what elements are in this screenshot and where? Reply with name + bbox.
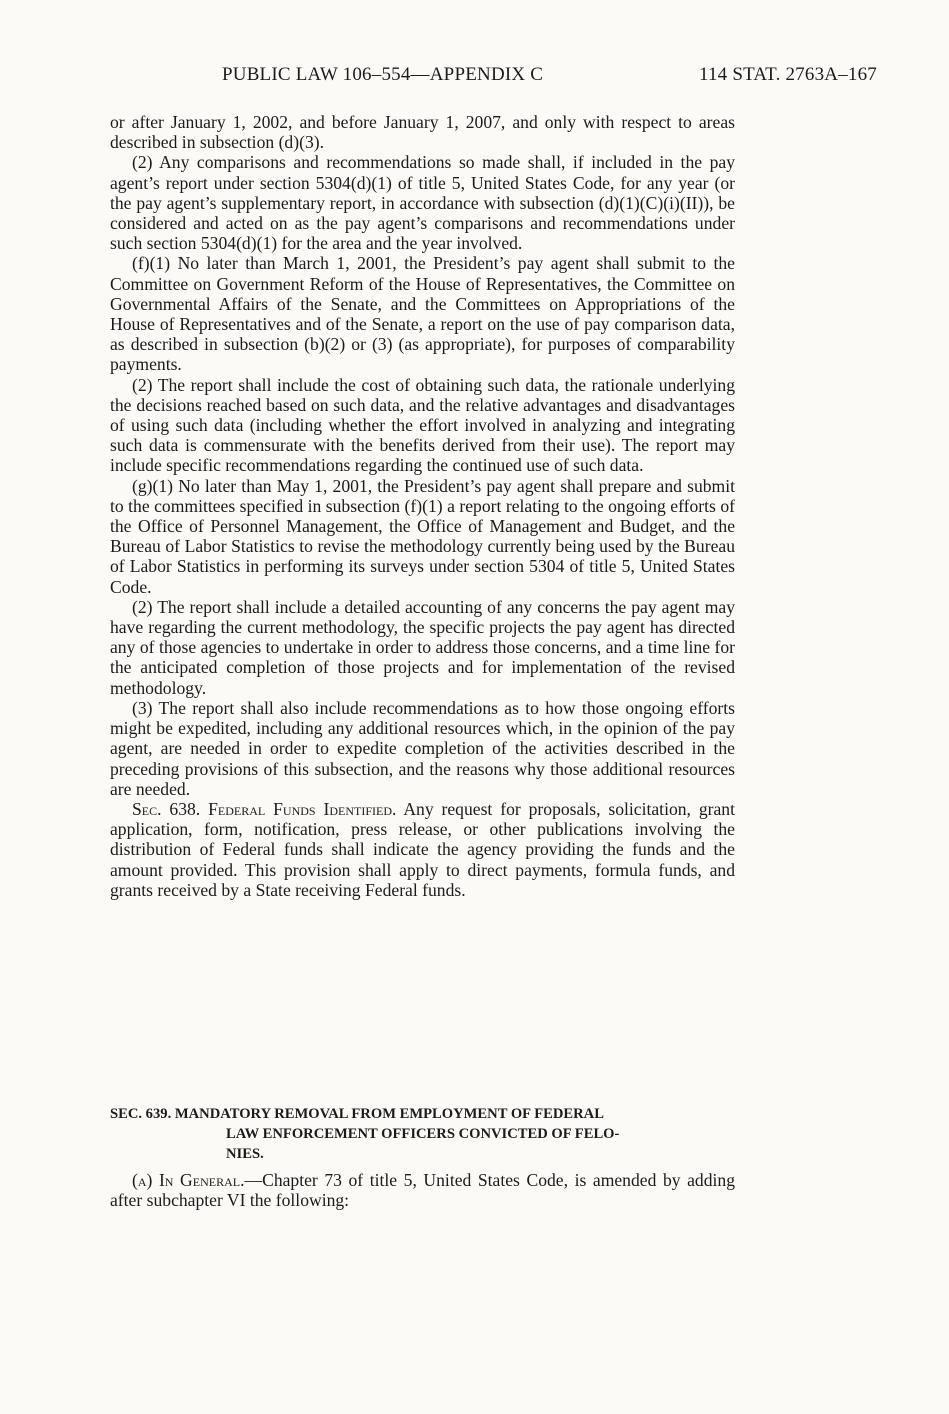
header-law-title: PUBLIC LAW 106–554—APPENDIX C (222, 64, 544, 85)
section-639-body (110, 1170, 735, 1210)
running-header (222, 64, 877, 86)
body-text (110, 112, 735, 900)
section-638-label: Sec. 638. Federal Funds Identified. (132, 798, 397, 819)
paragraph-f2: (2) The report shall include the cost of obtaining such data, the rationale underlying the decisions reached based on such data, and the relative advantages and disadvantages of using such data (including whether the effort involved in analyzing and integrating such data is commensurate with the benefits derived from their use). The report may include specific recommendations regarding the continued use of such data. (110, 374, 735, 476)
section-639-heading-line1: SEC. 639. MANDATORY REMOVAL FROM EMPLOYMENT OF FEDERAL (110, 1106, 604, 1122)
subsection-a-label: (a) In General. (132, 1170, 245, 1190)
subsection-a-text: —Chapter 73 of title 5, United States Code, is amended by adding after subchapter VI the following: (110, 1170, 735, 1211)
paragraph-e2: (2) Any comparisons and recommendations so made shall, if included in the pay agent’s report under section 5304(d)(1) of title 5, United States Code, for any year (or the pay agent’s supplementary report, in accordance with subsection (d)(1)(C)(i)(II)), be considered and acted on as the pay agent’s comparisons and recommendations under such section 5304(d)(1) for the area and the year involved. (110, 152, 735, 254)
paragraph-g2: (2) The report shall include a detailed accounting of any concerns the pay agent may have regarding the current methodology, the specific projects the pay agent has directed any of those agencies to undertake in order to address those concerns, and a time line for the anticipated completion of those projects and for implementation of the revised methodology. (110, 596, 735, 698)
section-639-heading (110, 1104, 735, 1164)
section-638 (110, 799, 735, 900)
section-638-text: Any request for proposals, solicitation, grant application, form, notification, press release, or other publications involving the distribution of Federal funds shall indicate the agency providing the funds and the amount provided. This provision shall apply to direct payments, formula funds, and grants received by a State receiving Federal funds. (110, 798, 735, 900)
paragraph-g1: (g)(1) No later than May 1, 2001, the President’s pay agent shall prepare and submit to the committees specified in subsection (f)(1) a report relating to the ongoing efforts of the Office of Personnel Management, the Office of Management and Budget, and the Bureau of Labor Statistics to revise the methodology currently being used by the Bureau of Labor Statistics in performing its surveys under section 5304 of title 5, United States Code. (110, 475, 735, 597)
paragraph-g3: (3) The report shall also include recommendations as to how those ongoing efforts might be expedited, including any additional resources which, in the opinion of the pay agent, are needed in order to expedite completion of the activities described in the preceding provisions of this subsection, and the reasons why those additional resources are needed. (110, 697, 735, 799)
header-page-citation: 114 STAT. 2763A–167 (698, 64, 877, 85)
subsection-a (110, 1170, 735, 1210)
section-639-heading-line2: LAW ENFORCEMENT OFFICERS CONVICTED OF FELO- (226, 1126, 620, 1142)
paragraph-continuation: or after January 1, 2002, and before January 1, 2007, and only with respect to areas described in subsection (d)(3). (110, 112, 735, 153)
paragraph-f1: (f)(1) No later than March 1, 2001, the President’s pay agent shall submit to the Committee on Government Reform of the House of Representatives, the Committee on Governmental Affairs of the Senate, and the Committees on Appropriations of the House of Representatives and of the Senate, a report on the use of pay comparison data, as described in subsection (b)(2) or (3) (as appropriate), for purposes of comparability payments. (110, 253, 735, 375)
section-639-heading-line3: NIES. (226, 1146, 264, 1162)
